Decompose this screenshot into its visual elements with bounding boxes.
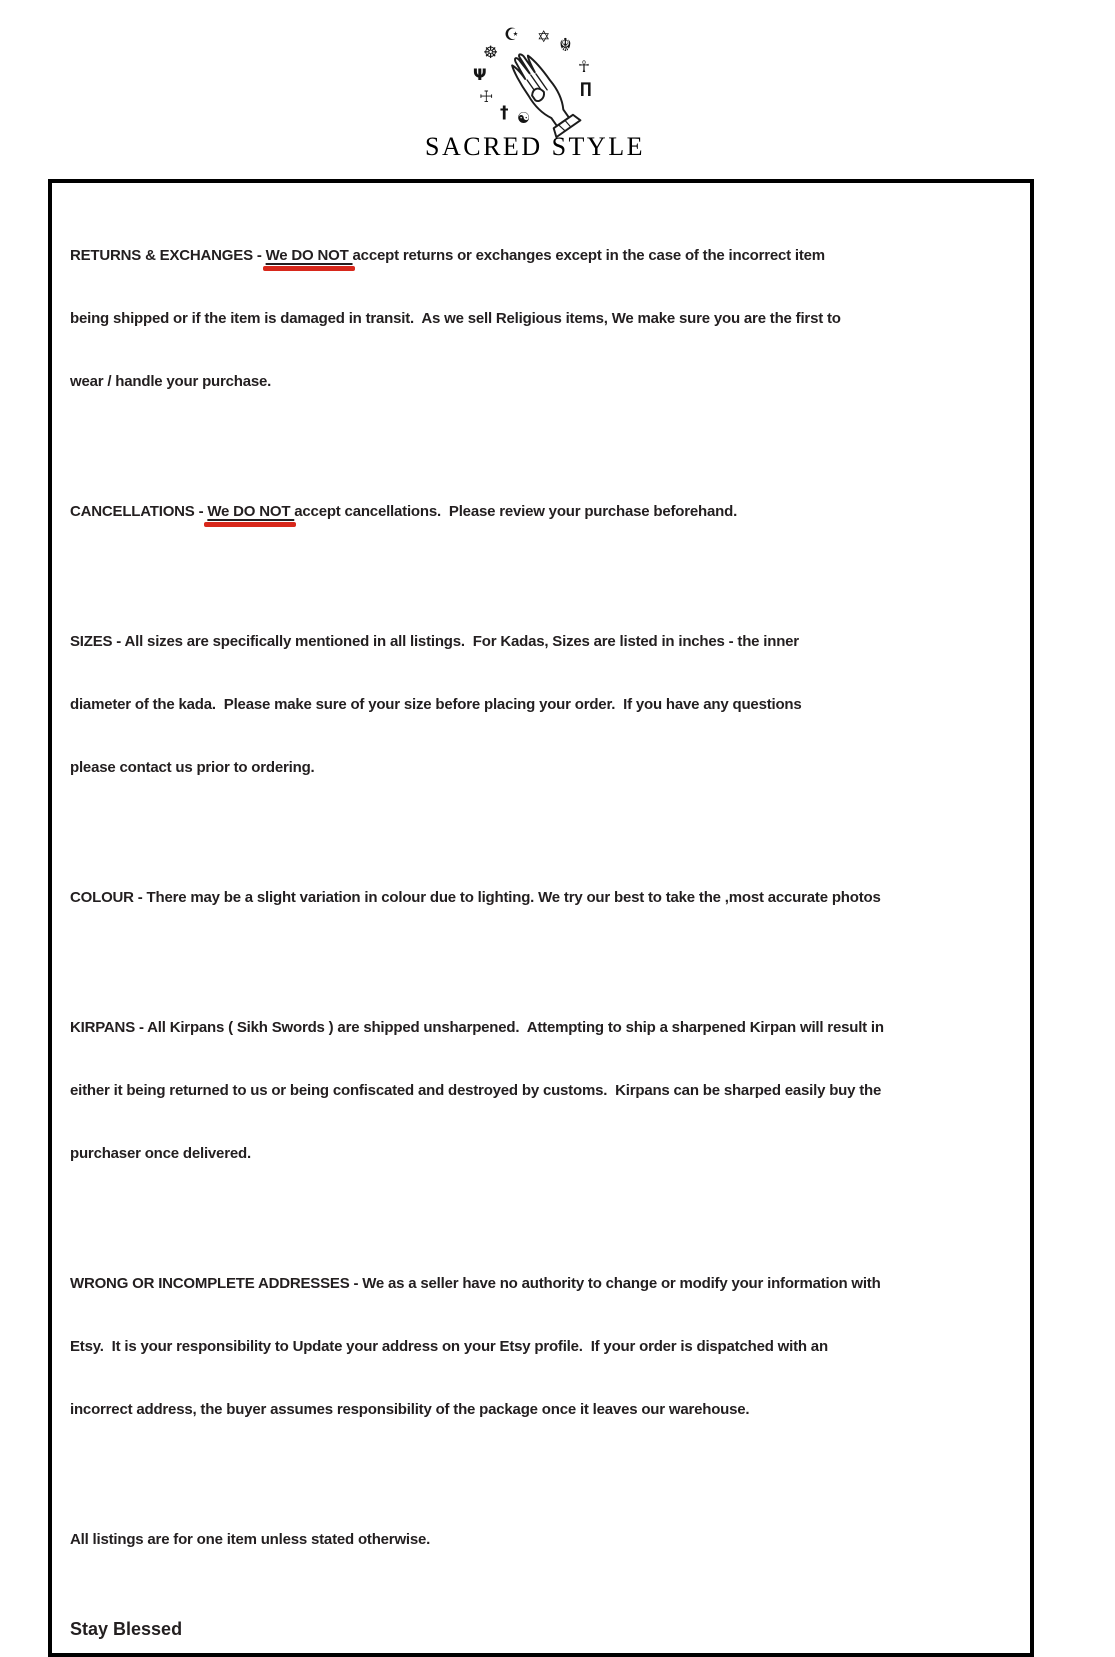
- torii-icon: ∏: [580, 79, 592, 97]
- policy-paragraph-returns: [70, 203, 1014, 434]
- policy-heading: RETURNS & EXCHANGES -: [70, 247, 266, 264]
- khanda-icon: ☬: [559, 35, 572, 56]
- policy-text: accept cancellations. Please review your purchase beforehand.: [294, 503, 738, 520]
- swastika-icon: ☸: [483, 43, 499, 63]
- policy-paragraph-colour: [70, 845, 1014, 950]
- policy-line: SIZES - All sizes are specifically mentioned in all listings. For Kadas, Sizes are listed in inches - the inner: [70, 633, 799, 650]
- cross-icon: †: [500, 103, 509, 123]
- emphasis-we-do-not: We DO NOT: [207, 503, 295, 520]
- policy-line: please contact us prior to ordering.: [70, 759, 315, 776]
- policy-box: [48, 179, 1034, 1657]
- brand-name: SACRED STYLE: [425, 132, 645, 161]
- star-of-david-icon: ✡: [537, 27, 551, 46]
- policy-paragraph-cancellations: [70, 459, 1014, 564]
- policy-line: incorrect address, the buyer assumes responsibility of the package once it leaves our warehouse.: [70, 1401, 750, 1418]
- policy-line: KIRPANS - All Kirpans ( Sikh Swords ) are shipped unsharpened. Attempting to ship a sharpened Kirpan will result in: [70, 1019, 884, 1036]
- signoff-text: Stay Blessed: [70, 1619, 183, 1639]
- emphasis-we-do-not: We DO NOT: [265, 247, 353, 264]
- policy-line: All listings are for one item unless stated otherwise.: [70, 1531, 431, 1548]
- hamsa-icon: ☥: [578, 57, 590, 76]
- logo: [420, 22, 650, 172]
- policy-paragraph-sizes: [70, 589, 1014, 820]
- policy-line: either it being returned to us or being confiscated and destroyed by customs. Kirpans can be sharped easily buy the: [70, 1082, 882, 1099]
- policy-line: [70, 245, 1014, 266]
- policy-heading: CANCELLATIONS -: [70, 503, 208, 520]
- menorah-icon: Ψ: [473, 65, 487, 84]
- policy-line: WRONG OR INCOMPLETE ADDRESSES - We as a seller have no authority to change or modify your information with: [70, 1275, 881, 1292]
- policy-line: COLOUR - There may be a slight variation in colour due to lighting. We try our best to take the ,most accurate photos: [70, 889, 881, 906]
- cross-potent-icon: ☩: [479, 87, 494, 106]
- policy-line: Etsy. It is your responsibility to Update your address on your Etsy profile. If your order is dispatched with an: [70, 1338, 828, 1355]
- om-icon: ☯: [517, 109, 531, 127]
- policy-paragraph-kirpans: [70, 975, 1014, 1206]
- crescent-star-icon: ☪: [504, 25, 520, 45]
- policy-paragraph-one-item: [70, 1487, 1014, 1592]
- policy-line: wear / handle your purchase.: [70, 373, 272, 390]
- policy-paragraph-addresses: [70, 1231, 1014, 1462]
- policy-line: being shipped or if the item is damaged in transit. As we sell Religious items, We make sure you are the first to: [70, 310, 841, 327]
- policy-line: [70, 501, 1014, 522]
- policy-line: diameter of the kada. Please make sure of your size before placing your order. If you have any questions: [70, 696, 802, 713]
- policy-text: accept returns or exchanges except in the case of the incorrect item: [352, 247, 825, 264]
- praying-hands-icon: [496, 48, 588, 138]
- policy-line: purchaser once delivered.: [70, 1145, 251, 1162]
